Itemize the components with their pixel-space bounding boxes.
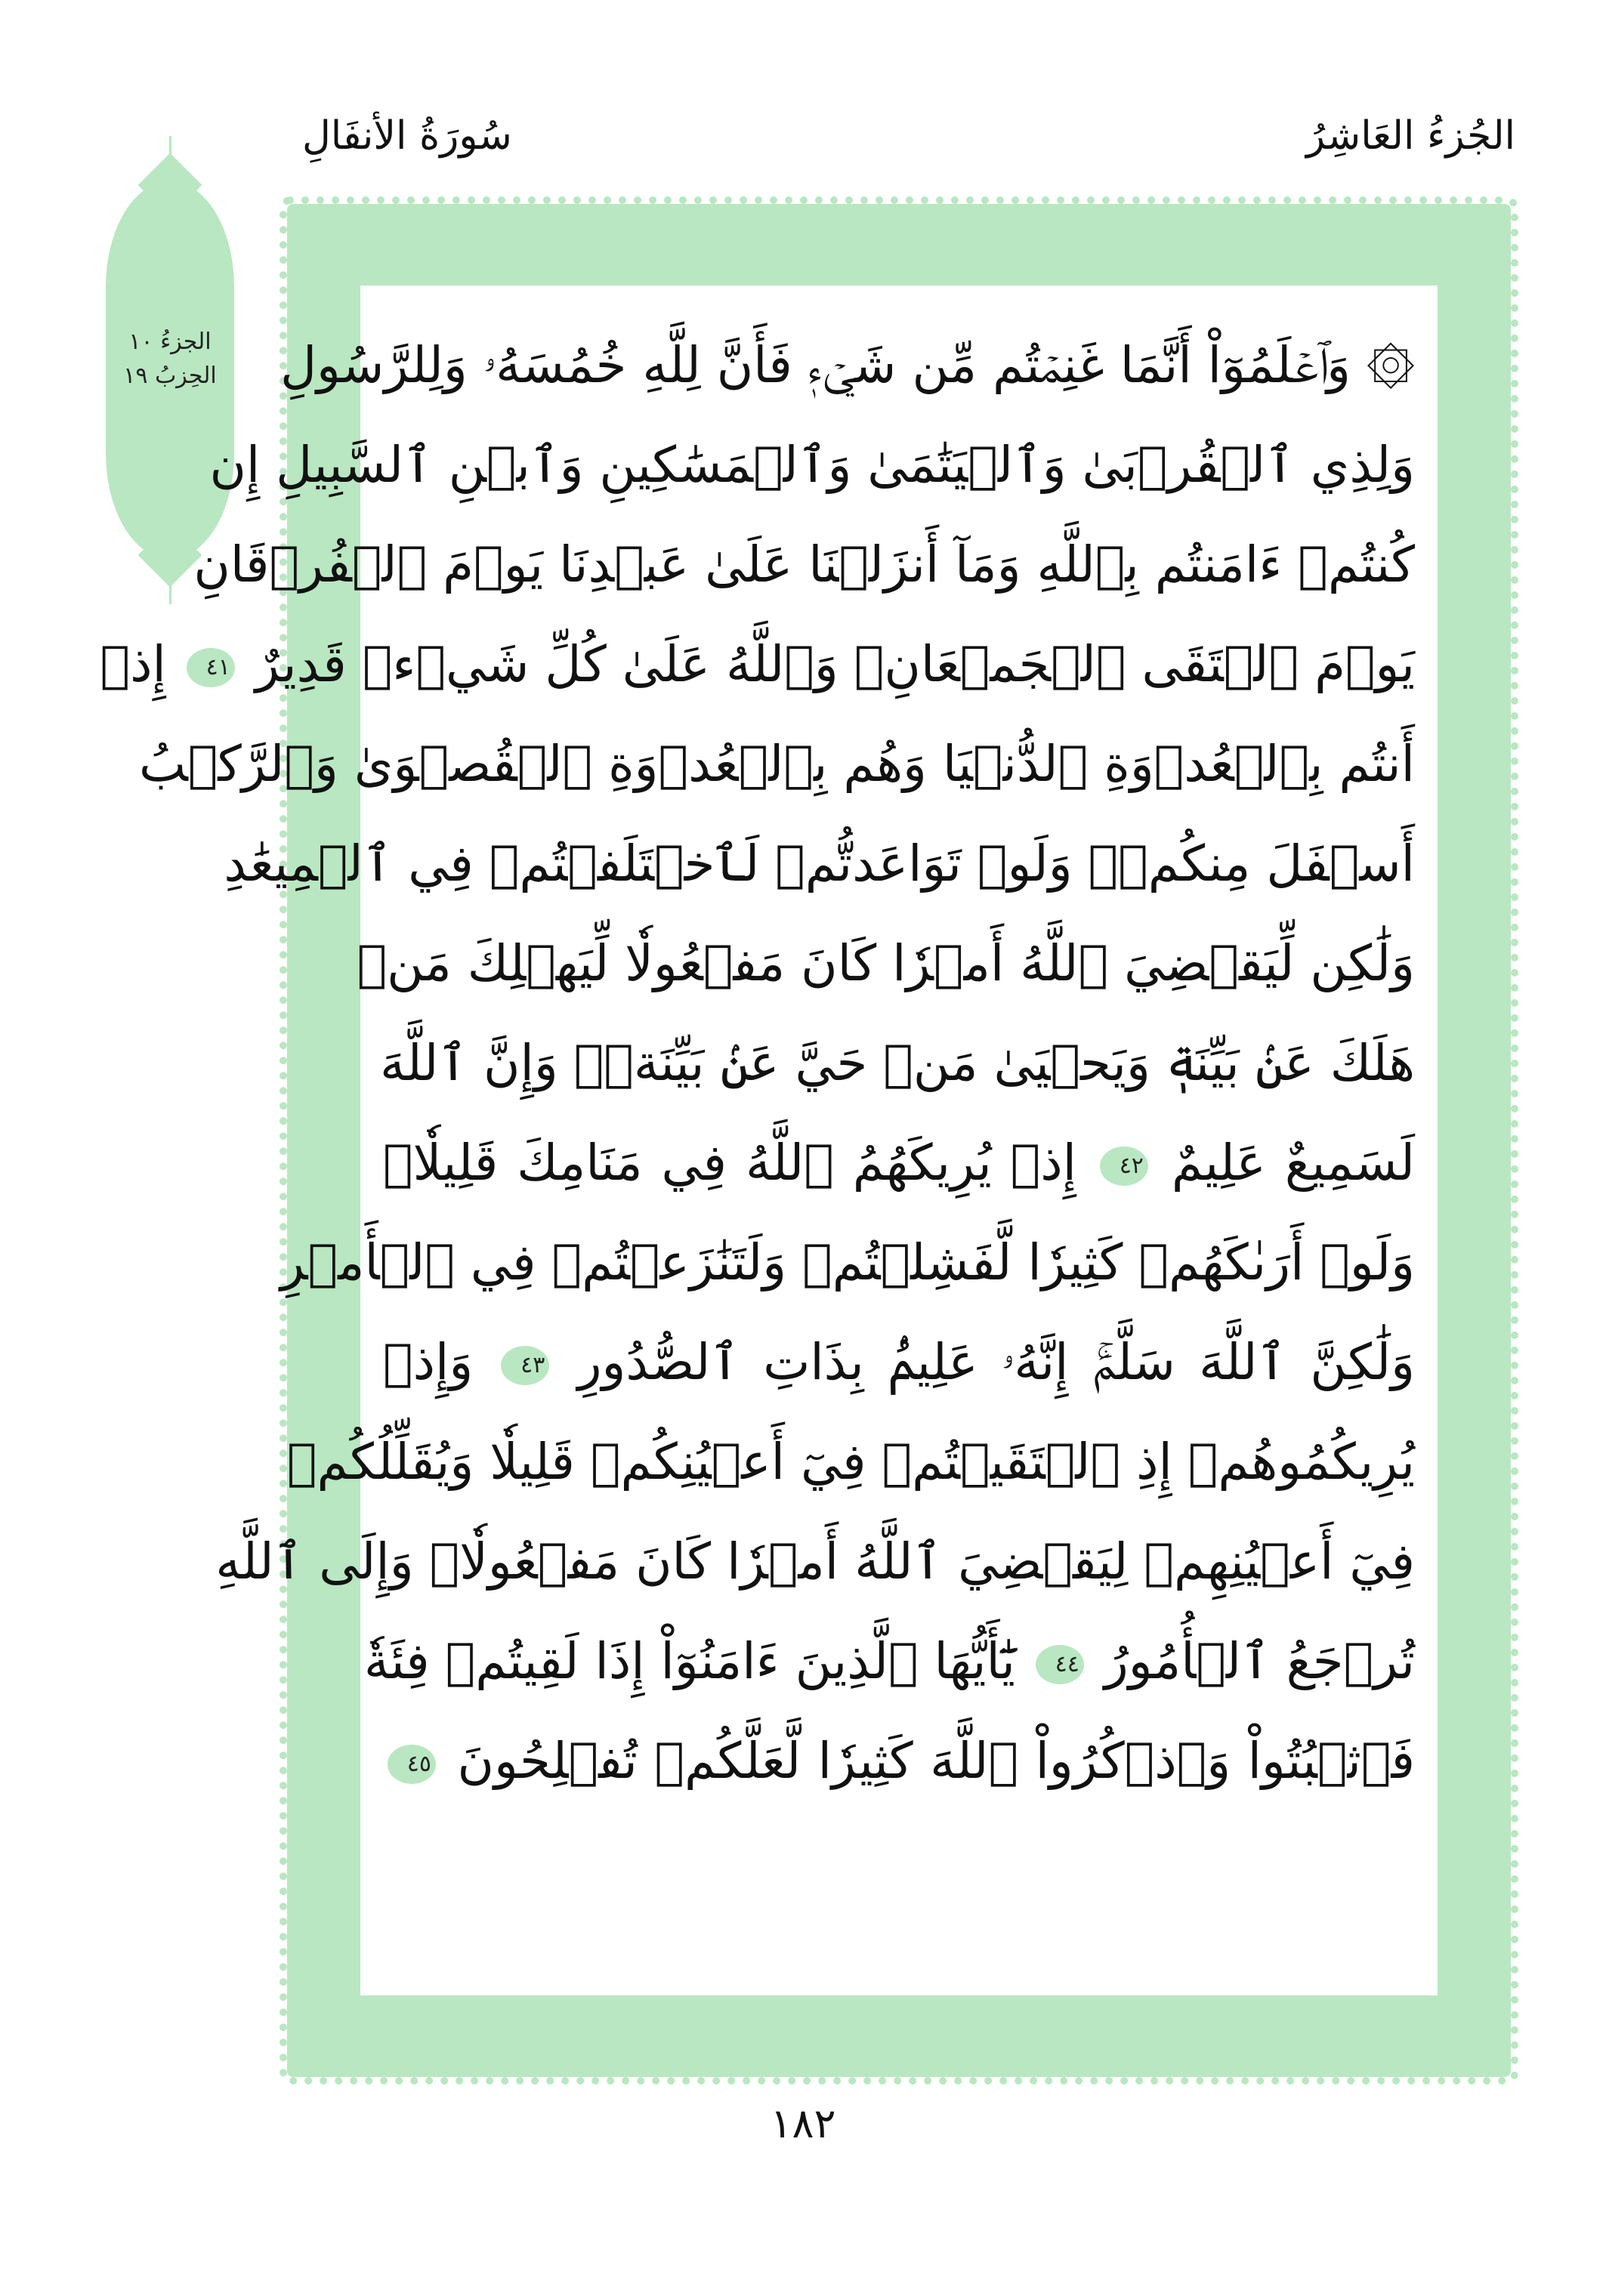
verse-line: فَٱثۡبُتُواْ وَٱذۡكُرُواْ ٱللَّهَ كَثِيرٗا لَّعَلَّكُمۡ تُفۡلِحُونَ ٤٥ [383, 1711, 1415, 1811]
verse-line: يَوۡمَ ٱلۡتَقَى ٱلۡجَمۡعَانِۗ وَٱللَّهُ عَلَىٰ كُلِّ شَيۡءٖ قَدِيرٌ ٤١ إِذۡ [100, 635, 1415, 693]
verse-line: وَلَٰكِن لِّيَقۡضِيَ ٱللَّهُ أَمۡرٗا كَانَ مَفۡعُولٗا لِّيَهۡلِكَ مَنۡ [357, 934, 1415, 992]
verse-line: أَسۡفَلَ مِنكُمۡۚ وَلَوۡ تَوَاعَدتُّمۡ لَٱخۡتَلَفۡتُمۡ فِي ٱلۡمِيعَٰدِ [224, 835, 1415, 893]
verse-line: لَسَمِيعٌ عَلِيمٌ ٤٢ إِذۡ يُرِيكَهُمُ ٱللَّهُ فِي مَنَامِكَ قَلِيلٗاۖ [383, 1134, 1416, 1192]
ayah-number-marker: ٤٥ [388, 1745, 436, 1784]
surah-title: سُورَةُ الأنفَالِ [302, 113, 512, 159]
marker-stem-bottom [169, 559, 171, 604]
verse-line: تُرۡجَعُ ٱلۡأُمُورُ ٤٤ يَٰٓأَيُّهَا ٱلَّذِينَ ءَامَنُوٓاْ إِذَا لَقِيتُمۡ فِئَةٗ [363, 1632, 1415, 1690]
verse-line: كُنتُمۡ ءَامَنتُم بِٱللَّهِ وَمَآ أَنزَلۡنَا عَلَىٰ عَبۡدِنَا يَوۡمَ ٱلۡفُرۡقَانِ [193, 535, 1415, 594]
verse-line: فِيٓ أَعۡيُنِهِمۡ لِيَقۡضِيَ ٱللَّهُ أَمۡرٗا كَانَ مَفۡعُولٗاۗ وَإِلَى ٱللَّهِ [215, 1532, 1415, 1591]
marker-juz-label: الجزءُ ١٠ [128, 329, 212, 355]
ayah-number-marker: ٤١ [187, 648, 235, 687]
verse-line: أَنتُم بِٱلۡعُدۡوَةِ ٱلدُّنۡيَا وَهُم بِٱلۡعُدۡوَةِ ٱلۡقُصۡوَىٰ وَٱلرَّكۡبُ [139, 735, 1415, 793]
marker-hizb-label: الحِزبُ ١٩ [123, 363, 217, 389]
verse-line: هَلَكَ عَنۢ بَيِّنَةٖ وَيَحۡيَىٰ مَنۡ حَيَّ عَنۢ بَيِّنَةٖۗ وَإِنَّ ٱللَّهَ [380, 1034, 1415, 1092]
ayah-number-marker: ٤٤ [1036, 1645, 1084, 1684]
verse-line: يُرِيكُمُوهُمۡ إِذِ ٱلۡتَقَيۡتُمۡ فِيٓ أَعۡيُنِكُمۡ قَلِيلٗا وَيُقَلِّلُكُمۡ [286, 1433, 1415, 1491]
ayah-number-marker: ٤٣ [501, 1346, 549, 1385]
ayah-number-marker: ٤٢ [1100, 1146, 1148, 1186]
page-number: ١٨٢ [770, 2100, 836, 2147]
verse-line: ۞ وَٱعۡلَمُوٓاْ أَنَّمَا غَنِمۡتُم مِّن شَيۡءٖ فَأَنَّ لِلَّهِ خُمُسَهُۥ وَلِلرَّسُولِ [280, 336, 1415, 394]
verse-line: وَلَوۡ أَرَىٰكَهُمۡ كَثِيرٗا لَّفَشِلۡتُمۡ وَلَتَنَٰزَعۡتُمۡ فِي ٱلۡأَمۡرِ [280, 1233, 1415, 1292]
juz-title: الجُزءُ العَاشِرُ [1305, 113, 1515, 159]
verse-line: وَلِذِي ٱلۡقُرۡبَىٰ وَٱلۡيَتَٰمَىٰ وَٱلۡمَسَٰكِينِ وَٱبۡنِ ٱلسَّبِيلِ إِن [209, 436, 1415, 494]
verse-line: وَلَٰكِنَّ ٱللَّهَ سَلَّمَۚ إِنَّهُۥ عَلِيمُۢ بِذَاتِ ٱلصُّدُورِ ٤٣ وَإِذۡ [383, 1333, 1415, 1391]
